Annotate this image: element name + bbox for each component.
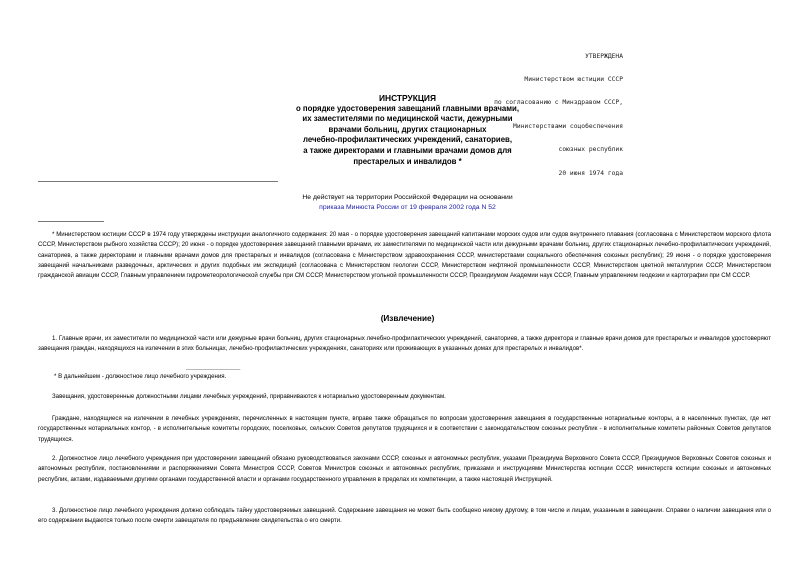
footnote-divider xyxy=(38,221,104,222)
title-line: врачами больниц, других стационарных xyxy=(328,124,487,134)
section-subheading: (Извлечение) xyxy=(380,314,435,323)
document-title xyxy=(240,93,575,167)
title-heading: ИНСТРУКЦИЯ xyxy=(379,93,436,103)
title-line: их заместителями по медицинской части, дежурными xyxy=(302,114,513,124)
paragraph-3: Граждане, находящиеся на излечении в лечебных учреждениях, перечисленных в настоящем пункте, вправе также обращаться по вопросам удостоверения завещания в государственные нотариальные конторы, а в населенных пунктах, где нет государственных нотариальных контор, - в исполнительные комитеты городских, поселковых, сельских Советов депутатов трудящихся и в соответствии с законодательством союзных республик - в исполнительные комитеты районных Советов депутатов трудящихся. xyxy=(38,415,771,443)
approval-line: УТВЕРЖДЕНА xyxy=(585,52,623,60)
order-link[interactable]: приказа Минюста России от 19 февраля 2002 года N 52 xyxy=(319,204,496,212)
paragraph-4: 2. Должностное лицо лечебного учреждения при удостоверении завещаний обязано руководствоваться законами СССР, союзных и автономных республик, указами Президиума Верховного Совета СССР, Президиумов Верховных Советов союзных и автономных республик, постановлениями и распоряжениями Совета Министров СССР, Советов Министров союзных и автономных республик, приказами и инструкциями Министерства юстиции СССР, министерств юстиции союзных и автономных республик, актами, издаваемыми другими органами государственной власти и органами государственного управления в пределах их компетенции, а также настоящей Инструкцией. xyxy=(38,455,771,483)
paragraph-5: 3. Должностное лицо лечебного учреждения должно соблюдать тайну удостоверяемых завещаний. Содержание завещания не может быть сообщено никому другому, в том числе и лицам, указанным в завещании. Справки о наличии завещания или о его содержании выдаются только после смерти завещателя по предъявлении свидетельства о его смерти. xyxy=(38,507,771,525)
approval-line: по согласованию с Минздравом СССР, xyxy=(494,99,623,107)
notice-text: Не действует на территории Российской Федерации на основании xyxy=(302,194,513,201)
status-notice xyxy=(240,193,575,214)
title-line: о порядке удостоверения завещаний главными врачами, xyxy=(296,103,519,113)
title-divider xyxy=(38,181,278,182)
title-line: лечебно-профилактических учреждений, санаториев, xyxy=(302,135,513,145)
approval-line: Министерством юстиции СССР xyxy=(524,75,623,83)
approval-line: Министерствами соцобеспечения xyxy=(513,122,623,130)
approval-line: 20 июня 1974 года xyxy=(558,169,623,177)
title-line: а также директорами и главными врачами домов для xyxy=(303,145,512,155)
footnote-main: * Министерством юстиции СССР в 1974 году утверждены инструкции аналогичного содержания: 20 мая - о порядке удостоверения завещаний капитанами морских судов или судов внутреннего плавания (согласована с Министерством морского флота СССР, Министерством рыбного хозяйства СССР); 20 июня - о порядке удостоверения завещаний главными врачами, их заместителями по медицинской части или дежурными врачами больниц, других стационарных лечебно-профилактических учреждений, санаториев, а также директорами и главными врачами домов для престарелых и инвалидов (согласована с Министерством здравоохранения СССР, министерствами социального обеспечения союзных республик); 29 июня - о порядке удостоверения завещаний начальниками разведочных, арктических и других подобных им экспедиций (согласована с Министерством геологии СССР, Министерством нефтяной промышленности СССР, Министерством цветной металлургии СССР, Министерством гражданской авиации СССР, Главным управлением гидрометеорологической службы при СМ СССР, Министерством угольной промышленности СССР, Президиумом Академии наук СССР, Главным управлением геодезии и картографии при СМ СССР. xyxy=(38,231,771,279)
title-line: престарелых и инвалидов * xyxy=(353,156,462,166)
footnote-separator: ________________ xyxy=(186,363,241,370)
approval-line: союзных республик xyxy=(558,146,623,154)
paragraph-2: Завещания, удостоверенные должностными лицами лечебных учреждений, приравниваются к нотариально удостоверенным документам. xyxy=(52,393,446,400)
paragraph-1: 1. Главные врачи, их заместители по медицинской части или дежурные врачи больниц, других стационарных лечебно-профилактических учреждений, санаториев, а также директора и главные врачи домов для престарелых и инвалидов удостоверяют завещания граждан, находящихся на излечении в этих больницах, лечебно-профилактических учреждениях, санаториях или проживающих в указанных домах для престарелых и инвалидов*. xyxy=(38,335,771,353)
footnote-paragraph-1: * В дальнейшем - должностное лицо лечебного учреждения. xyxy=(54,373,227,380)
